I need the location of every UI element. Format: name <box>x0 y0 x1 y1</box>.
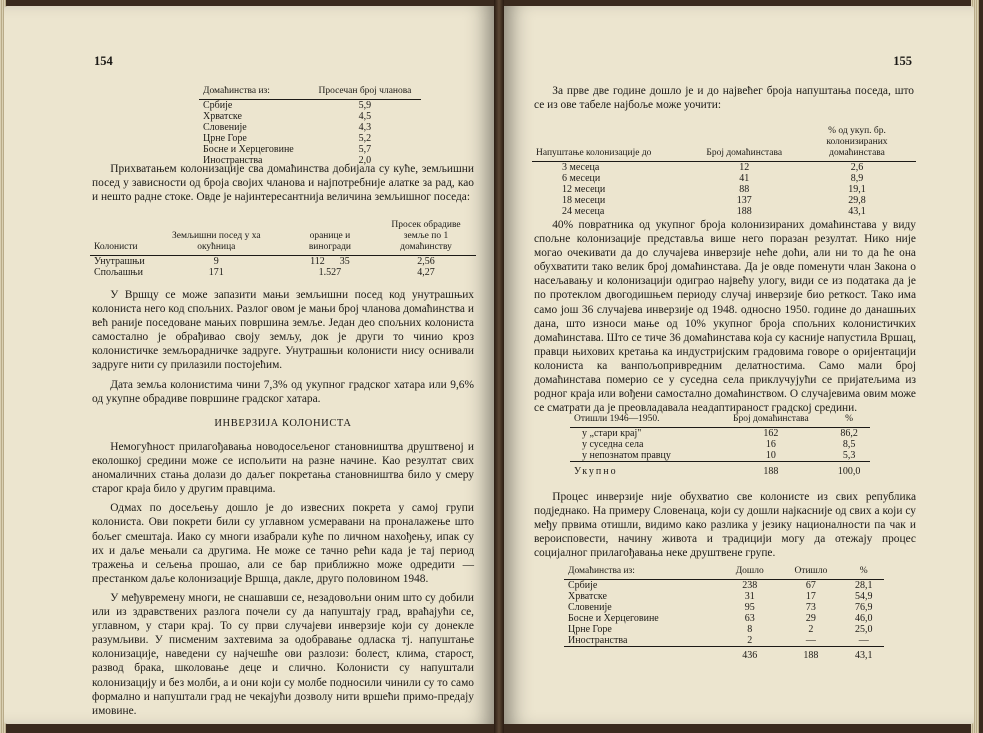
book-gutter <box>494 0 504 733</box>
table-row <box>199 111 421 122</box>
table-header: Број домаћинстава <box>714 414 829 428</box>
table-cell: 41 <box>739 173 750 184</box>
table-row <box>564 591 884 602</box>
table-cell: 5,7 <box>358 144 372 155</box>
table-cell: у суседна села <box>582 439 644 450</box>
table-total-row <box>570 462 870 478</box>
table-cell: 436 <box>721 647 778 662</box>
paragraph <box>534 218 916 415</box>
table-cell: 5,3 <box>842 450 856 461</box>
table-row <box>199 100 421 112</box>
paragraph <box>534 84 914 112</box>
table-row <box>532 195 916 206</box>
paragraph-text: Процес инверзије није обухватио све колонисте из свих република подједнако. На примеру Словенаца, који су дошли најкасније од свих а који су међу првима отишли, видимо како разлика у језику националности па чак и вероисповести, начину живота и традицији могу да отежају процес социјалног прилагођавања неке друштвене групе. <box>534 491 916 560</box>
table-cell: 3 месеца <box>562 162 600 173</box>
table-header: Просек обрадиве земље по 1 домаћинству <box>376 220 476 256</box>
left-page <box>4 6 494 724</box>
table-cell: 8,9 <box>850 173 864 184</box>
table-cell: 4,27 <box>417 267 435 278</box>
table-cell: 188 <box>714 462 829 478</box>
table-cell: Иностранства <box>203 155 263 166</box>
table-cell: 43,1 <box>843 647 884 662</box>
paragraph-text: Одмах по досељењу дошло је до извесних покрета у самој групи колониста. Ови покрети били су углавном усмеравани на проналажење што бољег смештаја. Иако су многи изабрали куће по личном нахођењу, ипак су их и даље мењали са другима. Не може се тачно рећи када је тај период тражења и сељења прошао, али се бар приближно може одредити — престанком даље колонизације Вршца, дакле, друго половином 1948. <box>92 502 474 585</box>
table-cell: 31 <box>744 591 755 602</box>
table-row <box>532 184 916 195</box>
inversion-by-republic-table <box>564 566 884 661</box>
right-page <box>504 6 974 724</box>
table-header: Домаћинства из: <box>199 86 309 100</box>
table-cell: 29 <box>805 613 816 624</box>
table-row <box>532 206 916 217</box>
table-cell: Укупно <box>570 462 714 478</box>
table-cell: 100,0 <box>828 462 870 478</box>
table-row <box>570 450 870 462</box>
paragraph-text: Прихватањем колонизације сва домаћинства добијала су куће, земљишни посед у зависности од броја својих чланова и најпотребније алатке за рад, као и нешто радне стоке. Овде је најинтересантнија величина земљишног поседа: <box>92 163 474 204</box>
table-cell: Унутрашњи <box>94 256 145 267</box>
table-cell: 2,56 <box>417 256 435 267</box>
paragraph-text: 40% повратника од укупног броја колонизираних домаћинстава у виду спољне колонизације представља више него поразан резултат. Нико није могао очекивати да до случајева инверзије неће доћи, али ни то да ће она обухватити тако велик број домаћинстава. Да је овде поменути члан Закона о насељавању и колонизацији одиграо највећу улогу, види се из података да је по протеклом двогодишњем периоду случај инверзије био реткост. Тако има само још 36 случајева инверзије од 1948. односно 1950. године до данашњих дана, што износи мање од 10% укупног броја спољних колонистичких домаћинстава. Што се тиче 36 домаћинстава која су касније напустила Вршац, правци њихових кретања ка индустријским градовима говоре о оријентацији колониста ка ванпољопривредним делатностима. Само мали број домаћинстава померио се у суседна села приклучујући се пријатељима из родног краја или вођени самостално домаћинством. О случајевима овим може се сматрати да је преовладавала неадаптираност градској средини. <box>534 219 916 415</box>
table-cell: Иностранства <box>568 635 628 646</box>
table-cell: 73 <box>805 602 816 613</box>
paragraph-text: Немогућност прилагођавања новодосељеног становништва друштвеној и еколошкој средини може се испољити на разне начине. Као резултат свих аномаличних стања долази до даљег покретања становништва било у смеру старог краја било у другим правцима. <box>92 441 474 496</box>
table-header: Колонисти <box>90 220 149 256</box>
table-cell: 5,2 <box>358 133 372 144</box>
table-cell <box>284 256 376 268</box>
table-cell: 10 <box>765 450 776 461</box>
table-cell: 25,0 <box>854 624 873 635</box>
table-cell: 43,1 <box>848 206 866 217</box>
table-cell: — <box>805 635 816 646</box>
table-cell-value: 35 <box>339 256 350 267</box>
table-cell: 2,6 <box>850 162 864 173</box>
table-cell: 12 месеци <box>562 184 606 195</box>
table-cell: 5,9 <box>358 100 372 111</box>
table-header: % <box>828 414 870 428</box>
paragraph-text: Дата земља колонистима чини 7,3% од укупног градског хатара или 9,6% од укупне обрадиве површине градског хатара. <box>92 378 474 405</box>
table-header: Отишло <box>778 566 843 580</box>
table-row <box>564 613 884 624</box>
table-row <box>564 580 884 592</box>
table-cell: Босне и Херцеговине <box>203 144 294 155</box>
table-row <box>199 144 421 155</box>
paragraph-text: У Вршцу се може запазити мањи земљишни посед код унутрашњих колониста него код спољних. Разлог овом је мањи број чланова домаћинства и већ раније поседоване мањих површина земље. Један део спољних колониста самостално је обрађивао своју земљу, док је други то чинио кроз колонистичке земљорадничке задруге. Унутрашњи колонисти нису оснивали задруге нити су прилазили постојећим. <box>92 289 474 372</box>
table-cell: 12 <box>739 162 750 173</box>
table-header: Број домаћинстава <box>690 126 798 162</box>
table-cell-value: 112 <box>310 256 325 267</box>
paragraph-text: За прве две године дошло је и до највећег броја напуштања поседа, што се из ове табеле најбоље може уочити: <box>534 85 914 112</box>
table-total-row <box>564 647 884 662</box>
table-cell <box>564 647 721 662</box>
table-cell: — <box>858 635 869 646</box>
household-size-table <box>199 86 421 166</box>
text-block <box>92 440 474 718</box>
table-cell: 16 <box>765 439 776 450</box>
table-cell: Црне Горе <box>568 624 612 635</box>
table-row <box>90 256 476 268</box>
page-number: 154 <box>94 54 113 68</box>
table-cell: 238 <box>742 580 758 591</box>
table-cell: 162 <box>763 428 779 439</box>
table-row <box>570 439 870 450</box>
table-cell: Хрватске <box>203 111 242 122</box>
text-block <box>92 288 474 406</box>
table-cell: Србије <box>203 100 233 111</box>
table-header: Просечан број чланова <box>309 86 421 100</box>
table-cell: 188 <box>736 206 752 217</box>
land-holdings-table <box>90 220 476 278</box>
table-cell: у „стари крај" <box>582 428 642 439</box>
table-row <box>90 267 476 278</box>
table-cell: 88 <box>739 184 750 195</box>
table-cell: Спољашњи <box>94 267 144 278</box>
table-header: Домаћинства из: <box>564 566 721 580</box>
section-heading: ИНВЕРЗИЈА КОЛОНИСТА <box>214 418 352 429</box>
table-header: % од укуп. бр. колонизираних домаћинстава <box>798 126 916 162</box>
table-row <box>564 602 884 613</box>
table-cell: 137 <box>736 195 752 206</box>
paragraph <box>92 162 474 204</box>
table-cell: 86,2 <box>840 428 858 439</box>
table-cell: 6 месеци <box>562 173 601 184</box>
table-cell: 18 месеци <box>562 195 606 206</box>
table-row <box>564 635 884 647</box>
table-cell: 95 <box>744 602 755 613</box>
destination-table <box>570 414 870 477</box>
table-cell: 24 месеца <box>562 206 605 217</box>
table-cell: 46,0 <box>854 613 873 624</box>
table-cell: 19,1 <box>848 184 866 195</box>
table-header: % <box>843 566 884 580</box>
table-cell: 67 <box>805 580 816 591</box>
table-cell: 28,1 <box>854 580 873 591</box>
table-cell: 2,0 <box>358 155 372 166</box>
table-cell: 2 <box>808 624 814 635</box>
table-cell: 17 <box>805 591 816 602</box>
table-header: оранице и виногради <box>284 220 376 256</box>
table-header: Дошло <box>721 566 778 580</box>
abandonment-table <box>532 126 916 217</box>
table-cell: Словеније <box>568 602 612 613</box>
table-row <box>199 133 421 144</box>
table-row <box>532 173 916 184</box>
table-row <box>564 624 884 635</box>
table-cell: 8,5 <box>842 439 856 450</box>
table-row <box>199 122 421 133</box>
table-cell: 4,3 <box>358 122 372 133</box>
table-cell: 171 <box>208 267 224 278</box>
table-cell: 4,5 <box>358 111 372 122</box>
table-cell: 54,9 <box>854 591 873 602</box>
table-cell: Босне и Херцеговине <box>568 613 659 624</box>
table-cell: 29,8 <box>848 195 866 206</box>
paragraph-text: У међувремену многи, не снашавши се, незадовољни оним што су добили или из здравствених разлога почели су да напуштају град, враћајући се, углавном, у стари крај. То су први случајеви инверзије који су донекле разумљиви. У писменим захтевима за одобравање одласка тј. напуштање колонизације, наведени су најчешће ови разлози: болест, клима, старост, развод брака, школовање деце и слично. Колонисти су напуштали колонизацију и без молби, а и они који су молбе подносили чинили су то само формално и напуштали град не чекајући дозволу нити вршећи примо-предају имовине. <box>92 591 474 717</box>
table-cell: 9 <box>213 256 219 267</box>
table-cell: 1.527 <box>318 267 342 278</box>
table-header: Отишли 1946—1950. <box>570 414 714 428</box>
page-number: 155 <box>893 54 912 68</box>
table-cell: 2 <box>747 635 753 646</box>
paragraph <box>534 490 916 560</box>
table-row <box>570 428 870 440</box>
table-header: Напуштање колонизације до <box>532 126 690 162</box>
table-cell: Црне Горе <box>203 133 247 144</box>
table-cell: 8 <box>747 624 753 635</box>
table-cell: Словеније <box>203 122 247 133</box>
table-cell: 76,9 <box>854 602 873 613</box>
table-cell: у непознатом правцу <box>582 450 671 461</box>
table-header: Земљишни посед у ха окућница <box>149 220 284 256</box>
table-cell: Србије <box>568 580 598 591</box>
table-cell: 188 <box>778 647 843 662</box>
table-cell: 63 <box>744 613 755 624</box>
table-cell: Хрватске <box>568 591 607 602</box>
table-row <box>532 162 916 174</box>
